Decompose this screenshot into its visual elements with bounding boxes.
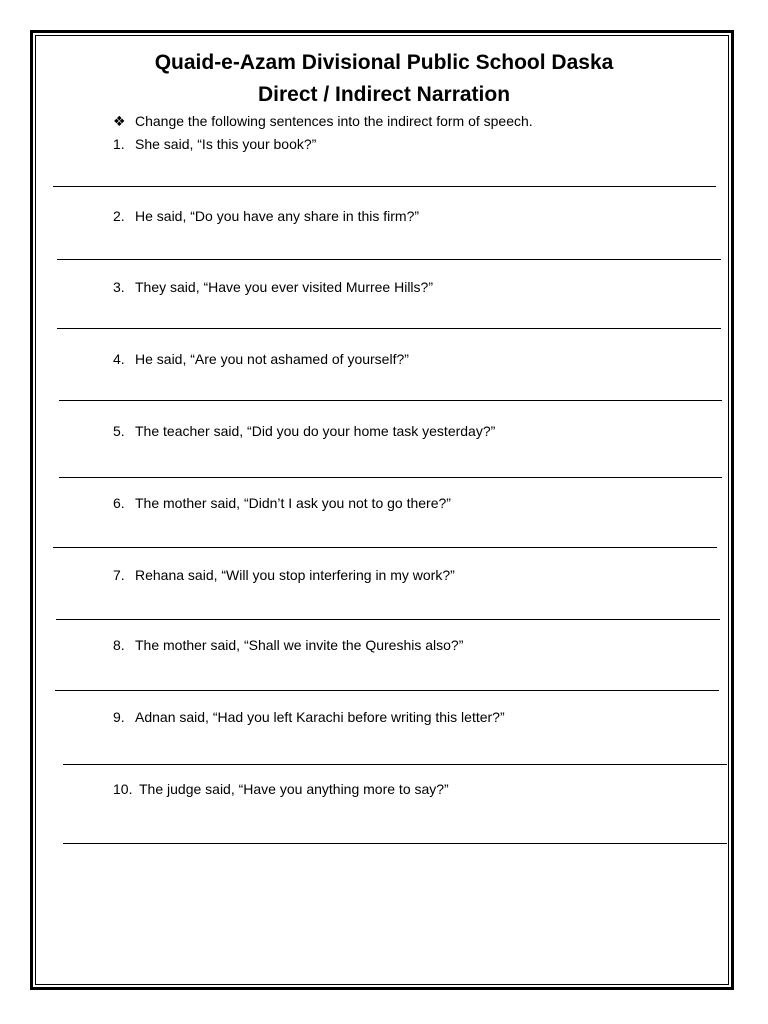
question-number: 4. bbox=[113, 351, 125, 367]
question-text: The mother said, “Shall we invite the Qureshis also?” bbox=[135, 637, 464, 653]
answer-line[interactable] bbox=[57, 259, 721, 260]
diamond-bullet-icon: ❖ bbox=[113, 113, 126, 129]
answer-line[interactable] bbox=[59, 400, 722, 401]
question-text: Rehana said, “Will you stop interfering in my work?” bbox=[135, 567, 455, 583]
question-text: They said, “Have you ever visited Murree Hills?” bbox=[135, 279, 433, 295]
question-number: 9. bbox=[113, 709, 125, 725]
question-text: She said, “Is this your book?” bbox=[135, 136, 317, 152]
answer-line[interactable] bbox=[63, 764, 727, 765]
answer-line[interactable] bbox=[59, 477, 722, 478]
question-text: He said, “Are you not ashamed of yourself?” bbox=[135, 351, 409, 367]
question-number: 3. bbox=[113, 279, 125, 295]
answer-line[interactable] bbox=[53, 547, 717, 548]
answer-line[interactable] bbox=[57, 328, 721, 329]
worksheet-title: Direct / Indirect Narration bbox=[257, 83, 511, 106]
instruction-text: Change the following sentences into the indirect form of speech. bbox=[135, 113, 533, 129]
question-item bbox=[113, 566, 455, 584]
answer-line[interactable] bbox=[53, 186, 716, 187]
question-number: 5. bbox=[113, 423, 125, 439]
answer-line[interactable] bbox=[56, 619, 720, 620]
question-text: The judge said, “Have you anything more to say?” bbox=[139, 781, 449, 797]
school-name: Quaid-e-Azam Divisional Public School Daska bbox=[154, 51, 614, 74]
question-item bbox=[113, 278, 433, 296]
question-item bbox=[113, 708, 505, 726]
answer-line[interactable] bbox=[55, 690, 719, 691]
question-text: The mother said, “Didn’t I ask you not to go there?” bbox=[135, 495, 451, 511]
question-item bbox=[113, 636, 463, 654]
question-number: 8. bbox=[113, 637, 125, 653]
question-text: The teacher said, “Did you do your home task yesterday?” bbox=[135, 423, 496, 439]
question-text: He said, “Do you have any share in this firm?” bbox=[135, 208, 420, 224]
answer-line[interactable] bbox=[63, 843, 727, 844]
question-item bbox=[113, 350, 409, 368]
instruction bbox=[113, 112, 533, 130]
question-number: 7. bbox=[113, 567, 125, 583]
question-item bbox=[113, 207, 419, 225]
question-text: Adnan said, “Had you left Karachi before writing this letter?” bbox=[135, 709, 505, 725]
question-item bbox=[113, 494, 451, 512]
question-number: 1. bbox=[113, 136, 125, 152]
question-item bbox=[113, 780, 449, 798]
question-item bbox=[113, 422, 495, 440]
question-number: 6. bbox=[113, 495, 125, 511]
question-item bbox=[113, 135, 316, 153]
question-number: 2. bbox=[113, 208, 125, 224]
question-number: 10. bbox=[113, 781, 133, 797]
